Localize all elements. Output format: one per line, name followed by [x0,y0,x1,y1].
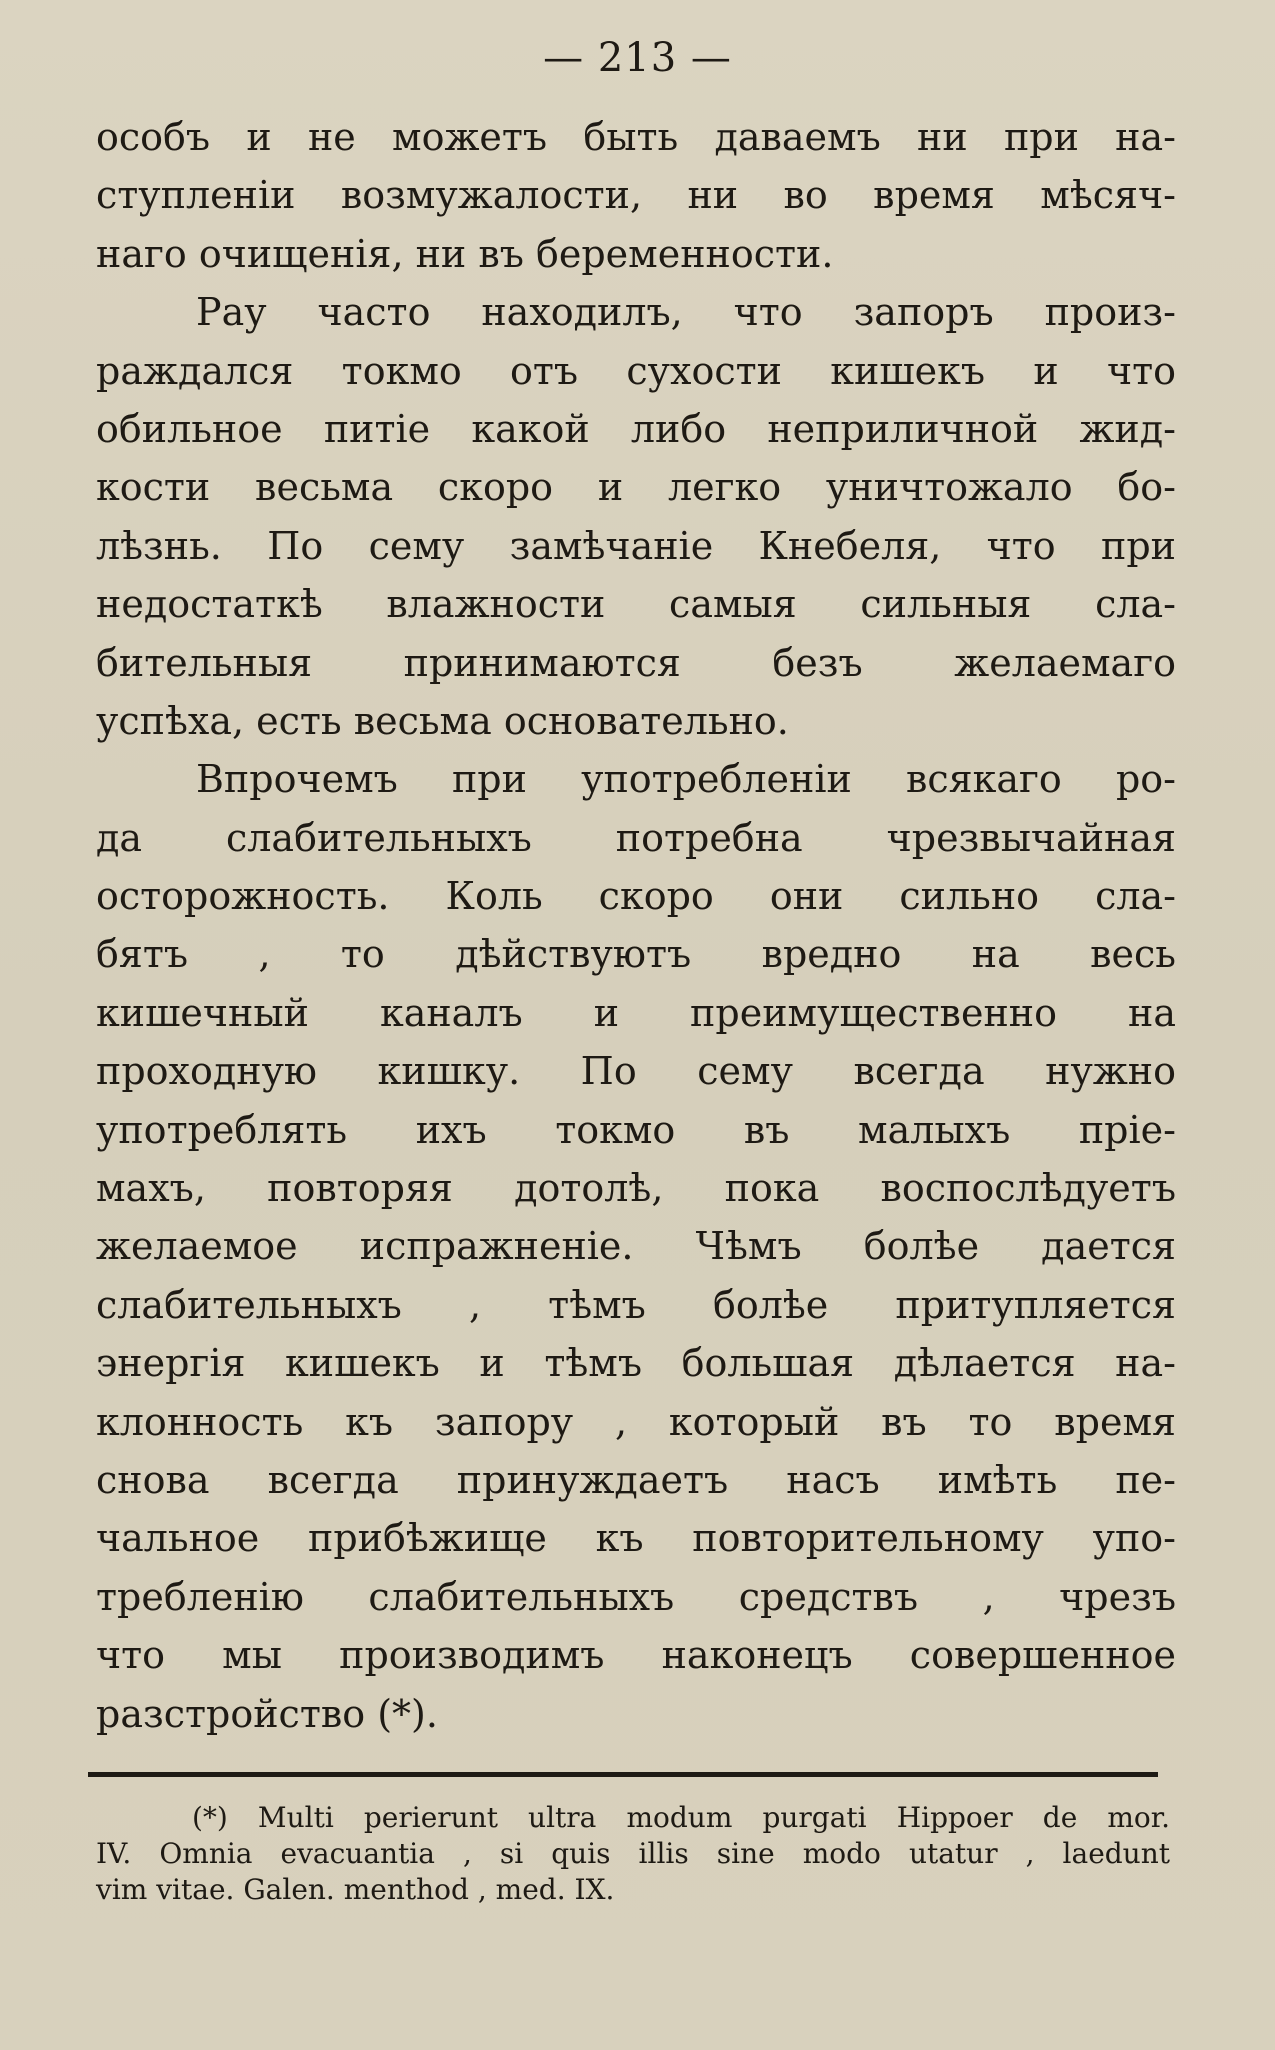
text-line: да слабительныхъ потребна чрезвычайная [96,815,1176,860]
footnote-line: IV. Omnia evacuantia , si quis illis sine modo utatur , laedunt [96,1837,1170,1870]
text-line: клонность къ запору , который въ то время [96,1399,1176,1444]
text-line: Рау часто находилъ, что запоръ произ- [196,290,1176,335]
text-line: кости весьма скоро и легко уничтожало бо- [96,465,1176,510]
text-line: слабительныхъ , тѣмъ болѣе притупляется [96,1282,1176,1327]
text-line: обильное питіе какой либо неприличной жид- [96,406,1176,451]
text-line: раждался токмо отъ сухости кишекъ и что [96,348,1176,393]
footnote-line: vim vitae. Galen. menthod , med. IX. [96,1873,615,1906]
text-line: кишечный каналъ и преимущественно на [96,990,1176,1035]
text-line: чальное прибѣжище къ повторительному упо- [96,1516,1176,1561]
text-line: снова всегда принуждаетъ насъ имѣть пе- [96,1457,1176,1502]
text-line: махъ, повторяя дотолѣ, пока воспослѣдуетъ [96,1166,1176,1211]
text-line: наго очищенія, ни въ беременности. [96,231,834,276]
text-line: требленію слабительныхъ средствъ , чрезъ [96,1574,1176,1619]
text-line: употреблять ихъ токмо въ малыхъ пріе- [96,1107,1176,1152]
footnote [96,1800,1170,1908]
page-number: — 213 — [543,35,732,81]
text-line: лѣзнь. По сему замѣчаніе Кнебеля, что при [96,523,1176,568]
text-line: осторожность. Коль скоро они сильно сла- [96,874,1176,919]
body-text [96,108,1176,1743]
footnote-divider [88,1772,1158,1777]
text-line: разстройство (*). [96,1691,438,1736]
text-line: что мы производимъ наконецъ совершенное [96,1633,1176,1678]
text-line: проходную кишку. По сему всегда нужно [96,1049,1176,1094]
text-line: недостаткѣ влажности самыя сильныя сла- [96,582,1176,627]
text-line: энергія кишекъ и тѣмъ большая дѣлается на- [96,1341,1176,1386]
text-line: желаемое испражненіе. Чѣмъ болѣе дается [96,1224,1176,1269]
text-line: Впрочемъ при употребленіи всякаго ро- [196,757,1176,802]
text-line: успѣха, есть весьма основательно. [96,698,789,743]
text-line: бительныя принимаются безъ желаемаго [96,640,1176,685]
text-line: бятъ , то дѣйствуютъ вредно на весь [96,932,1176,977]
footnote-line: (*) Multi perierunt ultra modum purgati Hippoer de mor. [192,1801,1170,1834]
text-line: особъ и не можетъ быть даваемъ ни при на- [96,115,1176,159]
text-line: ступленіи возмужалости, ни во время мѣсяч- [96,173,1176,218]
